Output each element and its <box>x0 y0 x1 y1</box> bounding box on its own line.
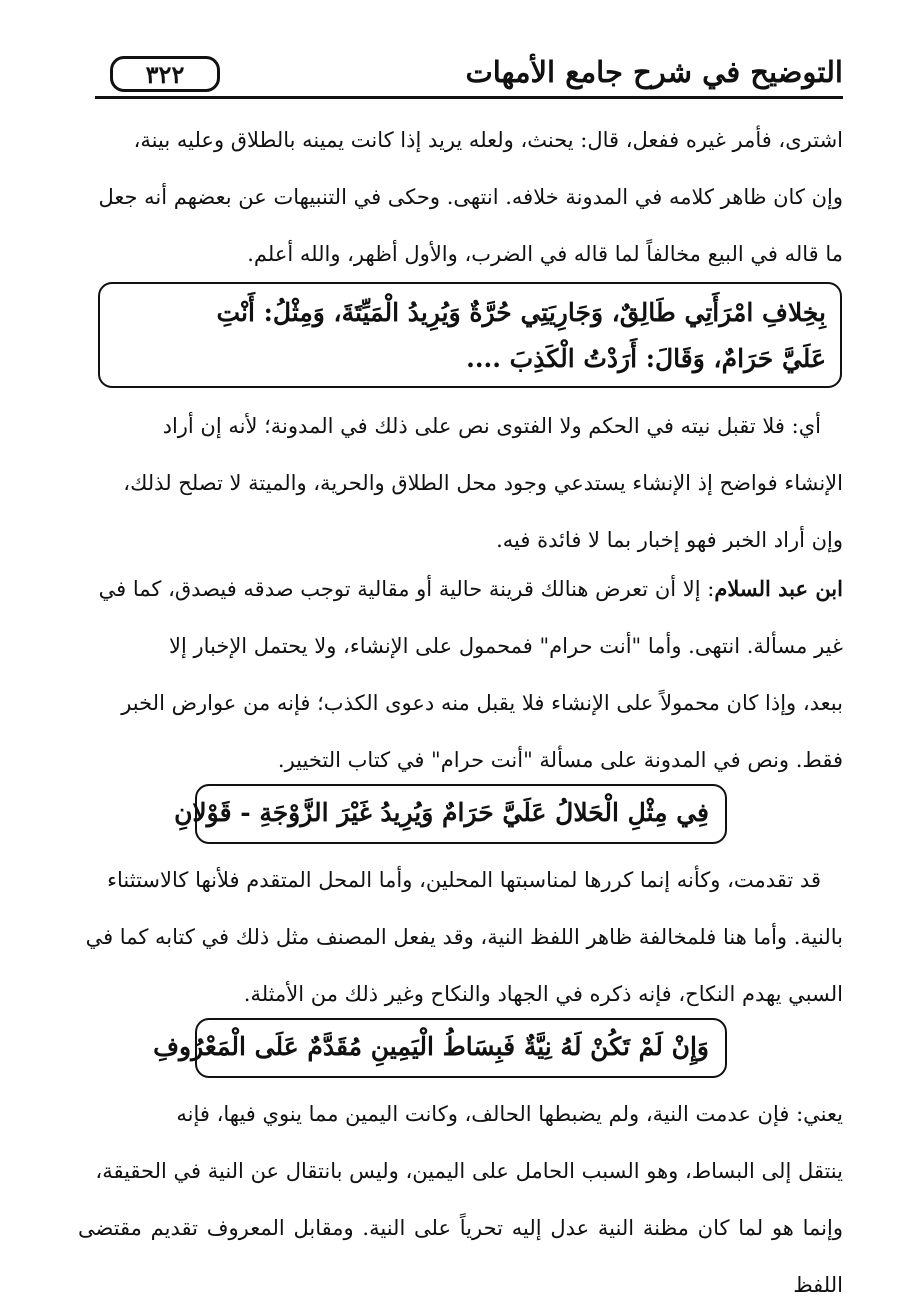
paragraph-5 <box>78 1086 843 1314</box>
matn-box-1 <box>98 282 842 388</box>
page-number: ٣٢٢ <box>110 56 220 92</box>
text-run: : إلا أن تعرض هنالك قرينة حالية أو مقالية توجب صدقه فيصدق، كما في <box>98 577 715 601</box>
text-line: وإن أراد الخبر فهو إخبار بما لا فائدة فيه. <box>496 528 843 552</box>
matn-line: عَلَيَّ حَرَامٌ، وَقَالَ: أَرَدْتُ الْكَذِبَ .... <box>466 344 826 373</box>
page-header <box>95 52 843 100</box>
text-line: اشترى، فأمر غيره ففعل، قال: يحنث، ولعله يريد إذا كانت يمينه بالطلاق وعليه بينة، <box>133 128 843 152</box>
text-line: يعني: فإن عدمت النية، ولم يضبطها الحالف، وكانت اليمين مما ينوي فيها، فإنه <box>176 1102 843 1126</box>
matn-box-3: وَإِنْ لَمْ تَكُنْ لَهُ نِيَّةٌ فَبِسَاطُ الْيَمِينِ مُقَدَّمٌ عَلَى الْمَعْرُوفِ <box>195 1018 727 1078</box>
text-line: السبي يهدم النكاح، فإنه ذكره في الجهاد والنكاح وغير ذلك من الأمثلة. <box>243 982 843 1006</box>
matn-box-2: فِي مِثْلِ الْحَلالُ عَلَيَّ حَرَامٌ وَيُرِيدُ غَيْرَ الزَّوْجَةِ - قَوْلانِ <box>195 784 727 844</box>
paragraph-4 <box>78 852 843 1023</box>
text-line: قد تقدمت، وكأنه إنما كررها لمناسبتها المحلين، وأما المحل المتقدم فلأنها كالاستثناء <box>107 868 821 892</box>
paragraph-3 <box>78 560 843 789</box>
text-line: الإنشاء فواضح إذ الإنشاء يستدعي وجود محل الطلاق والحرية، والميتة لا تصلح لذلك، <box>123 471 843 495</box>
text-line: ما قاله في البيع مخالفاً لما قاله في الضرب، والأول أظهر، والله أعلم. <box>247 242 843 266</box>
running-title: التوضيح في شرح جامع الأمهات <box>465 55 843 89</box>
text-line: ينتقل إلى البساط، وهو السبب الحامل على اليمين، وليس بانتقال عن النية في الحقيقة، <box>95 1159 843 1183</box>
paragraph-1 <box>78 112 843 283</box>
text-line: بالنية. وأما هنا فلمخالفة ظاهر اللفظ النية، وقد يفعل المصنف مثل ذلك في كتابه كما في <box>85 925 843 949</box>
matn-line: بِخِلافِ امْرَأَتِي طَالِقٌ، وَجَارِيَتِي حُرَّةٌ وَيُرِيدُ الْمَيِّتَةَ، وَمِثْلُ: أَنْتِ <box>216 298 826 327</box>
paragraph-2 <box>78 398 843 569</box>
header-rule <box>95 96 843 99</box>
text-line: أي: فلا تقبل نيته في الحكم ولا الفتوى نص على ذلك في المدونة؛ لأنه إن أراد <box>162 414 821 438</box>
text-line: غير مسألة. انتهى. وأما "أنت حرام" فمحمول على الإنشاء، ولا يحتمل الإخبار إلا <box>168 634 843 658</box>
text-line <box>78 560 843 618</box>
text-line: وإنما هو لما كان مظنة النية عدل إليه تحرياً على النية. ومقابل المعروف تقديم مقتضى اللفظ <box>78 1216 843 1297</box>
text-line: فقط. ونص في المدونة على مسألة "أنت حرام" في كتاب التخيير. <box>277 748 843 772</box>
text-line: وإن كان ظاهر كلامه في المدونة خلافه. انتهى. وحكى في التنبيهات عن بعضهم أنه جعل <box>98 185 843 209</box>
text-line: ببعد، وإذا كان محمولاً على الإنشاء فلا يقبل منه دعوى الكذب؛ فإنه من عوارض الخبر <box>121 691 843 715</box>
cited-author: ابن عبد السلام <box>714 576 843 601</box>
